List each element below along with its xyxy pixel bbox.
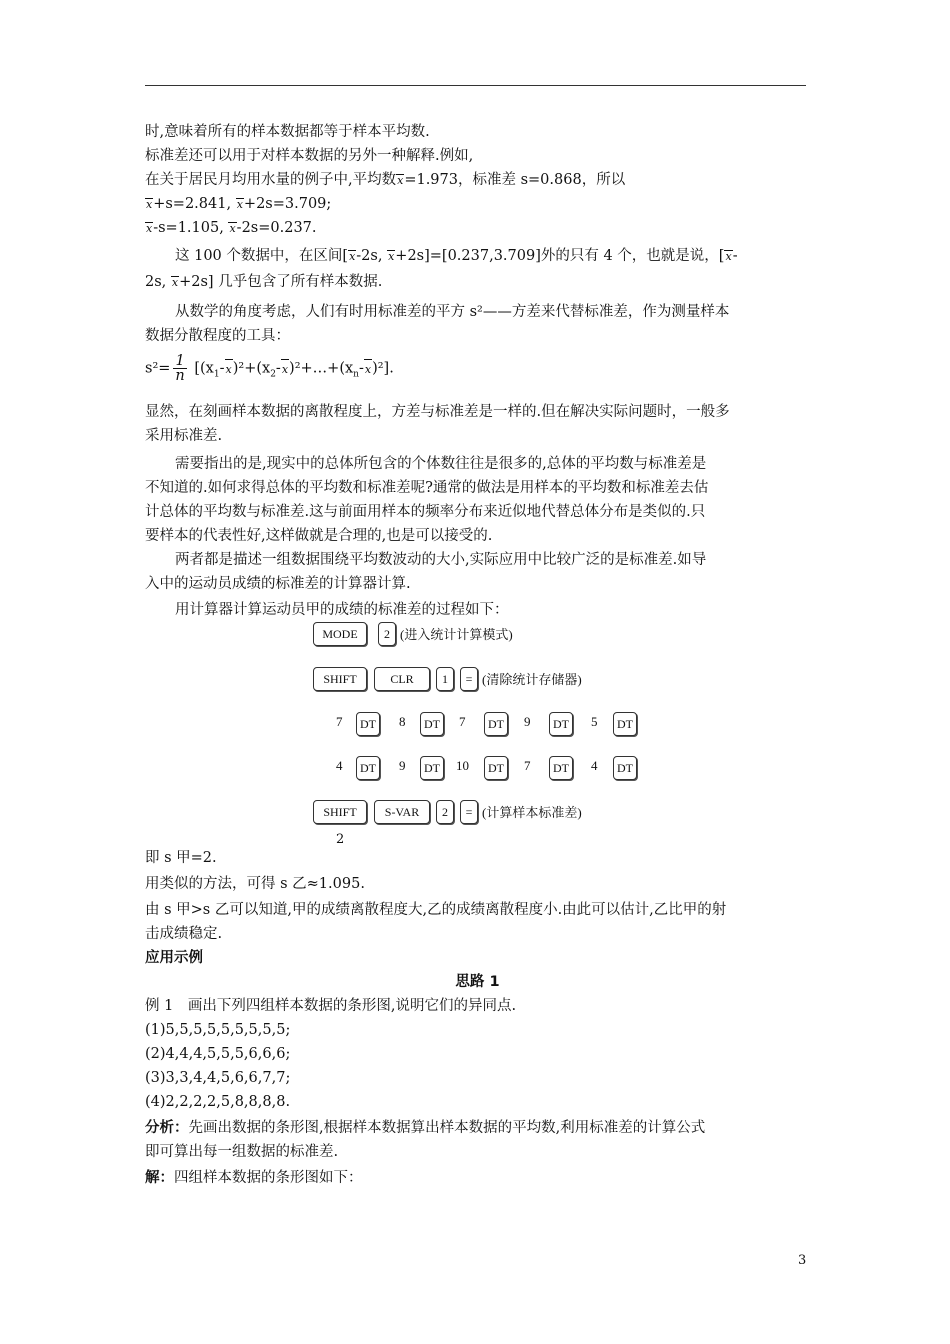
- equals-key: =: [460, 800, 478, 824]
- dt-key: DT: [484, 756, 508, 780]
- header-rule: [145, 85, 806, 86]
- subsection-heading: 思路 1: [455, 974, 500, 990]
- calc-row-data-2: [310, 756, 710, 782]
- calc-row-svar: [310, 800, 710, 826]
- paragraph-line: 用计算器计算运动员甲的成绩的标准差的过程如下：: [175, 602, 509, 618]
- paragraph-line: 在关于居民月均用水量的例子中,平均数x=1.973，标准差 s=0.868，所以: [145, 170, 625, 191]
- paragraph-line: 这 100 个数据中，在区间[x-2s, x+2s]=[0.237,3.709]外的只有 4 个，也就是说，[x-: [175, 246, 738, 267]
- calc-row-data-1: [310, 712, 710, 738]
- paragraph-line: 采用标准差.: [145, 428, 223, 444]
- xbar-symbol: x: [724, 247, 732, 267]
- paragraph-line: 标准差还可以用于对样本数据的另外一种解释.例如,: [145, 148, 474, 164]
- dt-key: DT: [420, 756, 444, 780]
- equals-key: =: [460, 667, 478, 691]
- xbar-symbol: x: [236, 195, 244, 215]
- paragraph-line: 显然，在刻画样本数据的离散程度上，方差与标准差是一样的.但在解决实际问题时，一般多: [145, 404, 730, 420]
- data-set-line: (1)5,5,5,5,5,5,5,5,5;: [145, 1022, 291, 1038]
- digit-1-key: 1: [436, 667, 454, 691]
- data-value: 9: [399, 758, 406, 773]
- calc-note: (进入统计计算模式): [400, 627, 513, 642]
- data-value: 5: [591, 714, 598, 729]
- svar-key: S-VAR: [374, 800, 430, 824]
- calc-row-clear: [310, 667, 710, 693]
- digit-2-key: 2: [436, 800, 454, 824]
- xbar-symbol: x: [281, 356, 289, 384]
- data-value: 10: [456, 758, 469, 773]
- paragraph-line: 需要指出的是,现实中的总体所包含的个体数往往是很多的,总体的平均数与标准差是: [175, 456, 707, 472]
- xbar-symbol: x: [348, 247, 356, 267]
- data-set-line: (3)3,3,4,4,5,6,6,7,7;: [145, 1070, 291, 1086]
- mode-key: MODE: [313, 622, 367, 646]
- xbar-symbol: x: [396, 171, 404, 191]
- paragraph-line: 从数学的角度考虑，人们有时用标准差的平方 s²——方差来代替标准差，作为测量样本: [175, 304, 730, 320]
- xbar-symbol: x: [171, 273, 179, 293]
- page-number: 3: [798, 1253, 807, 1268]
- calc-note: (计算样本标准差): [482, 805, 582, 820]
- section-heading: 应用示例: [145, 950, 203, 966]
- paragraph-line: 要样本的代表性好,这样做就是合理的,也是可以接受的.: [145, 528, 493, 544]
- paragraph-line: 入中的运动员成绩的标准差的计算器计算.: [145, 576, 411, 592]
- paragraph-line: x-s=1.105, x-2s=0.237.: [145, 218, 317, 239]
- calc-note: (清除统计存储器): [482, 672, 582, 687]
- xbar-symbol: x: [145, 219, 153, 239]
- data-value: 4: [336, 758, 343, 773]
- paragraph-line: 击成绩稳定.: [145, 926, 223, 942]
- xbar-symbol: x: [145, 195, 153, 215]
- clr-key: CLR: [374, 667, 430, 691]
- data-value: 8: [399, 714, 406, 729]
- analysis-line: 分析：先画出数据的条形图,根据样本数据算出样本数据的平均数,利用标准差的计算公式: [145, 1120, 706, 1136]
- data-value: 7: [524, 758, 531, 773]
- shift-key: SHIFT: [313, 800, 367, 824]
- xbar-symbol: x: [225, 356, 233, 384]
- data-set-line: (4)2,2,2,2,5,8,8,8,8.: [145, 1094, 291, 1110]
- solution-line: 解：四组样本数据的条形图如下：: [145, 1170, 363, 1186]
- paragraph-line: 计总体的平均数与标准差.这与前面用样本的频率分布来近似地代替总体分布是类似的.只: [145, 504, 706, 520]
- dt-key: DT: [484, 712, 508, 736]
- dt-key: DT: [549, 756, 573, 780]
- variance-formula: s²= $\frac{1}{n}$ $[(x_1-x)^2+(x_2-x)^2+\dots+(x_n-x)^2]$.: [145, 353, 394, 384]
- paragraph-line: 即 s 甲=2.: [145, 850, 217, 866]
- calc-row-mode: [310, 622, 710, 648]
- data-value: 4: [591, 758, 598, 773]
- dt-key: DT: [613, 712, 637, 736]
- paragraph-line: 不知道的.如何求得总体的平均数和标准差呢?通常的做法是用样本的平均数和标准差去估: [145, 480, 709, 496]
- fraction: $\frac{1}{n}$: [175, 353, 185, 384]
- example-title: 例 1 画出下列四组样本数据的条形图,说明它们的异同点.: [145, 998, 517, 1014]
- data-value: 7: [336, 714, 343, 729]
- digit-2-key: 2: [378, 622, 396, 646]
- calc-result: 2: [336, 832, 345, 847]
- dt-key: DT: [356, 712, 380, 736]
- paragraph-line: 数据分散程度的工具：: [145, 328, 290, 344]
- data-value: 9: [524, 714, 531, 729]
- xbar-symbol: x: [364, 356, 372, 384]
- dt-key: DT: [356, 756, 380, 780]
- shift-key: SHIFT: [313, 667, 367, 691]
- dt-key: DT: [420, 712, 444, 736]
- paragraph-line: 由 s 甲>s 乙可以知道,甲的成绩离散程度大,乙的成绩离散程度小.由此可以估计,乙比甲的射: [145, 902, 727, 918]
- data-value: 7: [459, 714, 466, 729]
- paragraph-line: x+s=2.841, x+2s=3.709;: [145, 194, 331, 215]
- analysis-line: 即可算出每一组数据的标准差.: [145, 1144, 339, 1160]
- paragraph-line: 时,意味着所有的样本数据都等于样本平均数.: [145, 124, 430, 140]
- xbar-symbol: x: [228, 219, 236, 239]
- dt-key: DT: [613, 756, 637, 780]
- dt-key: DT: [549, 712, 573, 736]
- paragraph-line: 用类似的方法，可得 s 乙≈1.095.: [145, 876, 365, 892]
- analysis-label: 分析：: [145, 1120, 189, 1136]
- paragraph-line: 2s, x+2s] 几乎包含了所有样本数据.: [145, 272, 382, 293]
- paragraph-line: 两者都是描述一组数据围绕平均数波动的大小,实际应用中比较广泛的是标准差.如导: [175, 552, 707, 568]
- data-set-line: (2)4,4,4,5,5,5,6,6,6;: [145, 1046, 291, 1062]
- xbar-symbol: x: [387, 247, 395, 267]
- solution-label: 解：: [145, 1170, 174, 1186]
